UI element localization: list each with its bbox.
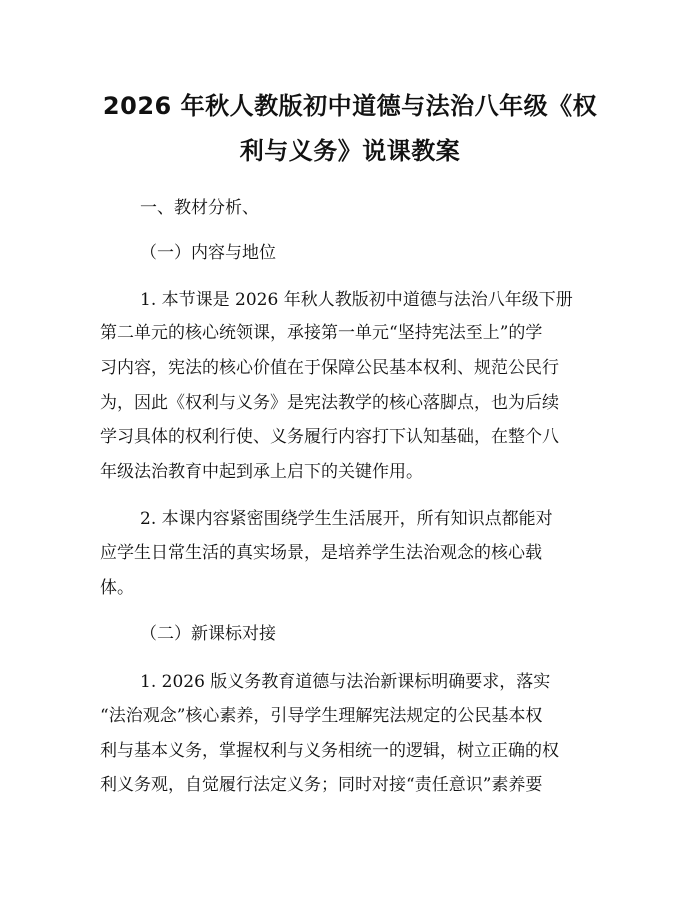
paragraph-line: 利义务观，自觉履行法定义务；同时对接“责任意识”素养要 [100, 775, 543, 795]
paragraph-line: 年级法治教育中起到承上启下的关键作用。 [100, 462, 423, 482]
paragraph-line: 体。 [100, 578, 134, 598]
subsection-heading: （二）新课标对接 [140, 624, 276, 644]
document-title-line-1: 2026 年秋人教版初中道德与法治八年级《权 [102, 92, 598, 120]
paragraph-line: “法治观念”核心素养，引导学生理解宪法规定的公民基本权 [100, 706, 543, 726]
paragraph-line: 习内容，宪法的核心价值在于保障公民基本权利、规范公民行 [100, 358, 559, 378]
paragraph-line: 1. 本节课是 2026 年秋人教版初中道德与法治八年级下册 [140, 290, 573, 310]
paragraph-line: 第二单元的核心统领课，承接第一单元“坚持宪法至上”的学 [100, 323, 543, 343]
subsection-heading: （一）内容与地位 [140, 243, 276, 263]
paragraph-line: 学习具体的权利行使、义务履行内容打下认知基础，在整个八 [100, 427, 559, 447]
paragraph-line: 利与基本义务，掌握权利与义务相统一的逻辑，树立正确的权 [100, 741, 559, 761]
paragraph-line: 2. 本课内容紧密围绕学生生活展开，所有知识点都能对 [140, 509, 553, 529]
section-heading: 一、教材分析、 [140, 198, 259, 218]
paragraph-line: 1. 2026 版义务教育道德与法治新课标明确要求，落实 [140, 672, 551, 692]
paragraph-line: 应学生日常生活的真实场景，是培养学生法治观念的核心载 [100, 543, 542, 563]
document-title-line-2: 利与义务》说课教案 [239, 137, 461, 165]
paragraph-line: 为，因此《权利与义务》是宪法教学的核心落脚点，也为后续 [100, 393, 559, 413]
